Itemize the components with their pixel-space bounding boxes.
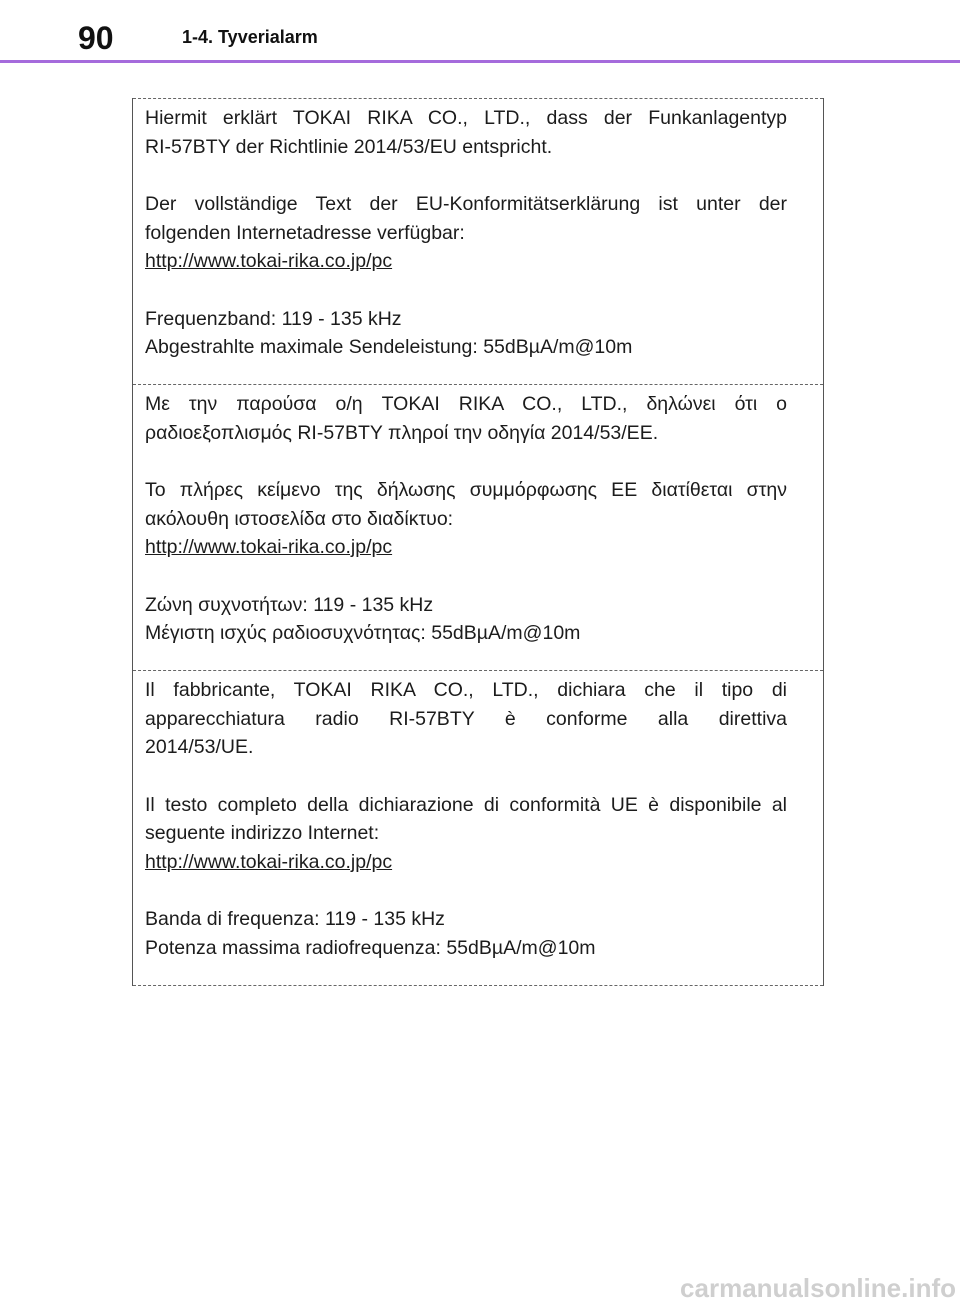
fulltext-line: Der vollständige Text der EU-Konformitätserklärung ist unter der xyxy=(145,193,787,215)
fulltext-line: ακόλουθη ιστοσελίδα στο διαδίκτυο: xyxy=(145,507,454,530)
dashed-divider xyxy=(133,384,823,385)
statement-line: apparecchiatura radio RI-57BTY è conforme alla direttiva xyxy=(145,707,787,730)
section-title: 1-4. Tyverialarm xyxy=(182,27,318,47)
page-header xyxy=(0,0,960,62)
statement-line: Με την παρούσα ο/η TOKAI RIKA CO., LTD., δηλώνει ότι ο xyxy=(145,393,787,415)
statement-line: RI-57BTY der Richtlinie 2014/53/EU entspricht. xyxy=(145,135,553,158)
frequency-band: Ζώνη συχνοτήτων: 119 - 135 kHz xyxy=(145,593,434,616)
dashed-divider xyxy=(133,98,823,99)
declaration-url-link[interactable]: http://www.tokai-rika.co.jp/pc xyxy=(145,850,393,873)
page-number: 90 xyxy=(78,20,114,56)
statement-line: 2014/53/UE. xyxy=(145,736,254,758)
header-rule xyxy=(0,60,960,63)
frequency-band: Banda di frequenza: 119 - 135 kHz xyxy=(145,908,445,930)
max-power: Μέγιστη ισχύς ραδιοσυχνότητας: 55dBµA/m@10m xyxy=(145,622,581,644)
frequency-band: Frequenzband: 119 - 135 kHz xyxy=(145,307,402,330)
fulltext-line: Il testo completo della dichiarazione di conformità UE è disponibile al xyxy=(145,793,787,816)
declaration-german xyxy=(145,104,787,362)
fulltext-line: folgenden Internetadresse verfügbar: xyxy=(145,221,465,244)
fulltext-line: Το πλήρες κείμενο της δήλωσης συμμόρφωσης ΕΕ διατίθεται στην xyxy=(145,479,787,501)
dashed-divider xyxy=(133,670,823,671)
declaration-url-link[interactable]: http://www.tokai-rika.co.jp/pc xyxy=(145,536,393,558)
max-power: Potenza massima radiofrequenza: 55dBµA/m@10m xyxy=(145,936,596,959)
declaration-url-link[interactable]: http://www.tokai-rika.co.jp/pc xyxy=(145,250,393,272)
declaration-box xyxy=(132,98,824,986)
statement-line: Hiermit erklärt TOKAI RIKA CO., LTD., dass der Funkanlagentyp xyxy=(145,107,787,129)
declaration-italian xyxy=(145,676,787,962)
dashed-divider xyxy=(133,985,823,986)
statement-line: Il fabbricante, TOKAI RIKA CO., LTD., dichiara che il tipo di xyxy=(145,679,787,701)
declaration-greek xyxy=(145,390,787,648)
statement-line: ραδιοεξοπλισμός RI-57BTY πληροί την οδηγία 2014/53/ΕΕ. xyxy=(145,421,659,444)
max-power: Abgestrahlte maximale Sendeleistung: 55dBµA/m@10m xyxy=(145,336,633,358)
fulltext-line: seguente indirizzo Internet: xyxy=(145,822,380,844)
watermark: carmanualsonline.info xyxy=(680,1273,956,1303)
